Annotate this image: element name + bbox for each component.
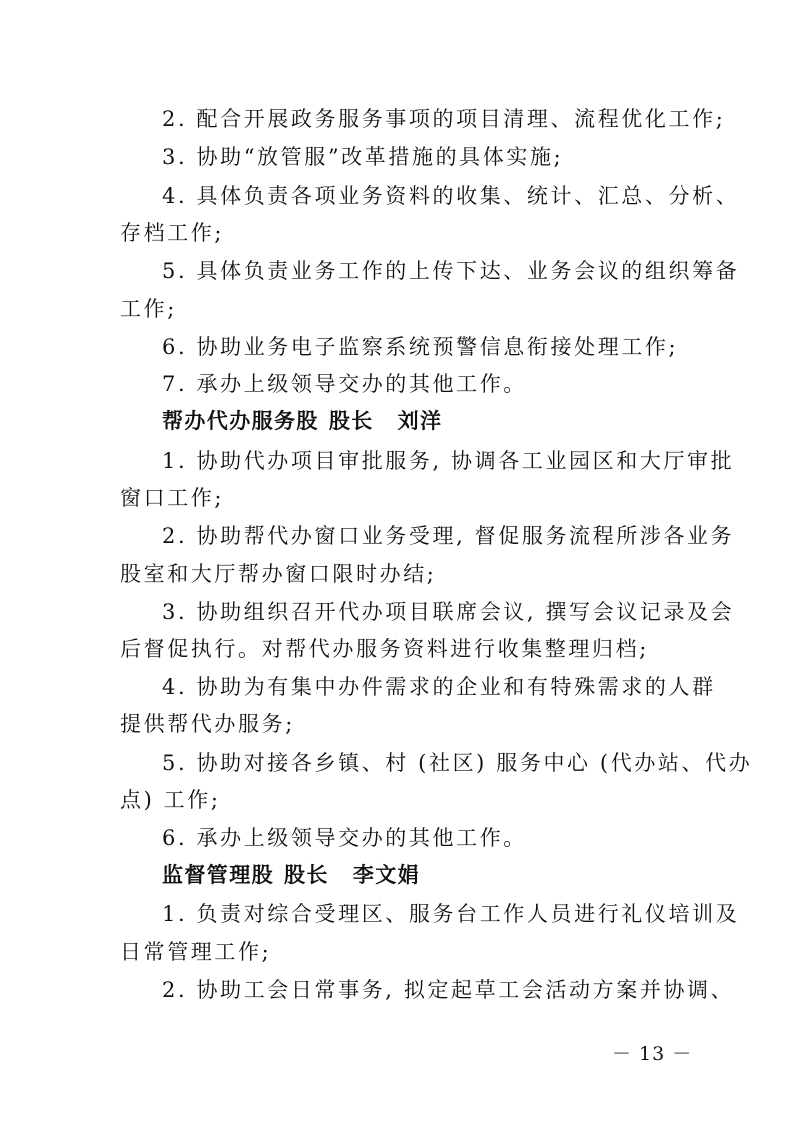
- list-item: 3. 协助组织召开代办项目联席会议, 撰写会议记录及会: [162, 600, 735, 624]
- section-heading-assisted-agency: [162, 406, 793, 436]
- list-item-continuation: 后督促执行。对帮代办服务资料进行收集整理归档;: [120, 637, 649, 661]
- page-number: － 13 －: [612, 1043, 693, 1065]
- list-item: 5. 具体负责业务工作的上传下达、业务会议的组织筹备: [162, 259, 740, 283]
- person-name: 刘洋: [397, 409, 443, 433]
- position-title: 股长: [328, 409, 374, 433]
- list-item-continuation: 窗口工作;: [120, 486, 225, 510]
- list-item: 3. 协助“放管服”改革措施的具体实施;: [162, 145, 564, 169]
- list-item-continuation: 存档工作;: [120, 221, 225, 245]
- list-item-continuation: 点) 工作;: [120, 788, 221, 812]
- list-item: 2. 配合开展政务服务事项的项目清理、流程优化工作;: [162, 107, 726, 131]
- list-item: 6. 承办上级领导交办的其他工作。: [162, 826, 527, 850]
- department-name: 监督管理股: [162, 863, 274, 887]
- list-item-continuation: 股室和大厅帮办窗口限时办结;: [120, 562, 437, 586]
- list-item: 2. 协助工会日常事务, 拟定起草工会活动方案并协调、: [162, 978, 735, 1002]
- list-item: 1. 协助代办项目审批服务, 协调各工业园区和大厅审批: [162, 449, 735, 473]
- list-item: 6. 协助业务电子监察系统预警信息衔接处理工作;: [162, 335, 679, 359]
- list-item: 5. 协助对接各乡镇、村 (社区) 服务中心 (代办站、代办: [162, 751, 753, 775]
- list-item-continuation: 工作;: [120, 297, 177, 321]
- list-item: 4. 具体负责各项业务资料的收集、统计、汇总、分析、: [162, 184, 740, 208]
- list-item: 1. 负责对综合受理区、服务台工作人员进行礼仪培训及: [162, 902, 740, 926]
- list-item: 2. 协助帮代办窗口业务受理, 督促服务流程所涉各业务: [162, 524, 735, 548]
- section-heading-supervision: [162, 860, 793, 890]
- position-title: 股长: [284, 863, 329, 887]
- list-item-continuation: 日常管理工作;: [120, 940, 272, 964]
- department-name: 帮办代办服务股: [162, 409, 319, 433]
- list-item: 4. 协助为有集中办件需求的企业和有特殊需求的人群: [162, 675, 716, 699]
- person-name: 李文娟: [352, 863, 421, 887]
- list-item: 7. 承办上级领导交办的其他工作。: [162, 372, 527, 396]
- list-item-continuation: 提供帮代办服务;: [120, 712, 295, 736]
